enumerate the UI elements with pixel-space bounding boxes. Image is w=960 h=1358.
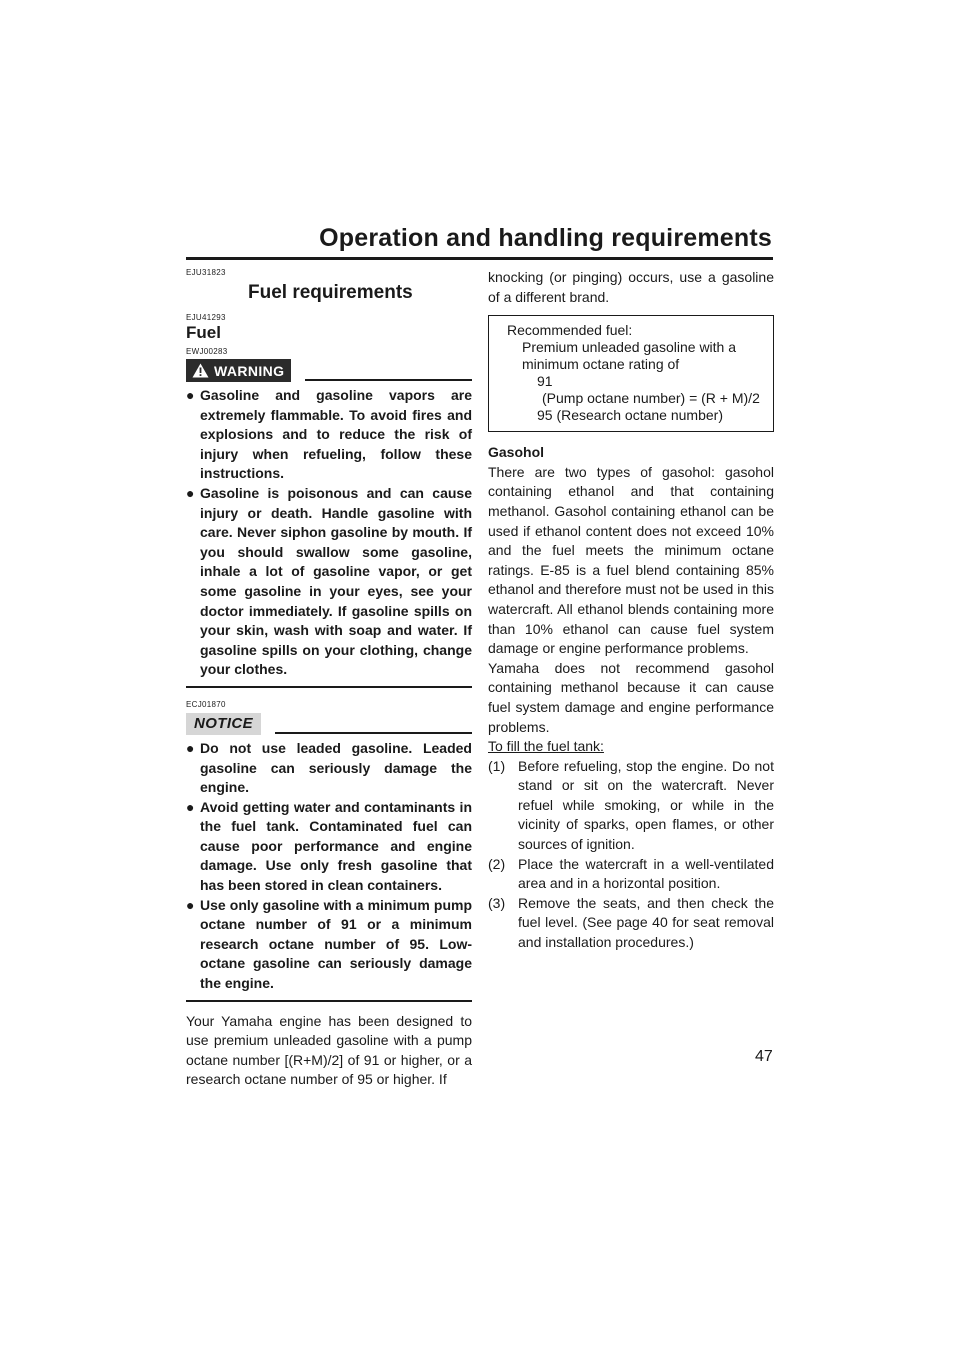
intro-paragraph: Your Yamaha engine has been designed to use premium unleaded gasoline with a pump octane number [(R+M)/2] of 91 or higher, or a research octane number of 95 or higher. If	[186, 1012, 472, 1088]
warning-box-end-line	[186, 686, 472, 688]
right-column	[488, 268, 774, 953]
bullet-icon: ●	[186, 798, 195, 815]
fill-steps-list	[488, 757, 774, 953]
fuel-box-line: Premium unleaded gasoline with a	[522, 339, 737, 356]
bullet-icon: ●	[186, 484, 195, 501]
page-header-title: Operation and handling requirements	[319, 224, 772, 252]
warning-label-line	[305, 379, 472, 381]
gasohol-methanol-paragraph: Yamaha does not recommend gasohol containing methanol because it can cause fuel system damage and engine performance problems.	[488, 659, 774, 735]
list-item: ● Do not use leaded gasoline. Leaded gasoline can seriously damage the engine.	[186, 739, 472, 796]
gasohol-heading: Gasohol	[488, 444, 545, 461]
fuel-code: EJU41293	[186, 313, 226, 322]
fuel-box-line: 95 (Research octane number)	[537, 407, 723, 424]
recommended-fuel-box	[488, 315, 774, 432]
section-title: Fuel requirements	[248, 282, 413, 303]
bullet-icon: ●	[186, 387, 195, 403]
page-number: 47	[755, 1048, 773, 1065]
warning-label-row	[186, 358, 472, 382]
fuel-box-heading: Recommended fuel:	[507, 322, 633, 339]
notice-code: ECJ01870	[186, 699, 226, 709]
warning-badge	[186, 359, 291, 382]
fuel-box-line: (Pump octane number) = (R + M)/2	[542, 390, 760, 407]
fuel-box-line: 91	[537, 373, 553, 390]
warning-list	[186, 386, 472, 680]
intro-continued: knocking (or pinging) occurs, use a gasoline of a different brand.	[488, 269, 774, 305]
warning-code: EWJ00283	[186, 347, 228, 356]
notice-box	[186, 700, 472, 1002]
bullet-icon: ●	[186, 739, 195, 756]
fuel-box-line: minimum octane rating of	[522, 356, 680, 373]
list-item: ● Use only gasoline with a minimum pump octane number of 91 or a minimum research octane number of 95. Low-octane gasoline can seriously damage the engine.	[186, 896, 472, 992]
notice-list	[186, 739, 472, 994]
warning-box	[186, 347, 472, 688]
header-divider	[186, 257, 773, 260]
section-code: EJU31823	[186, 268, 226, 277]
list-item: (1) Before refueling, stop the engine. Do not stand or sit on the watercraft. Never refuel while smoking, or while in the vicinity of sparks, open flames, or other sources of ignition.	[488, 757, 774, 853]
left-column	[186, 268, 472, 1090]
gasohol-paragraph: There are two types of gasohol: gasohol containing ethanol and that containing methanol. Gasohol containing ethanol can be used if ethanol content does not exceed 10% and the fuel meets the minimum octane ratings. E-85 is a fuel blend containing 85% ethanol and therefore must not be used in this watercraft. All ethanol blends containing more than 10% ethanol can cause fuel system damage or engine performance problems.	[488, 463, 774, 657]
notice-label-row	[186, 711, 472, 735]
fuel-title: Fuel	[186, 323, 221, 342]
warning-label: WARNING	[214, 362, 285, 379]
notice-label-line	[275, 732, 472, 734]
list-item: (2) Place the watercraft in a well-ventilated area and in a horizontal position.	[488, 855, 774, 892]
list-item: ● Gasoline is poisonous and can cause injury or death. Handle gasoline with care. Never siphon gasoline by mouth. If you should swallow some gasoline, inhale a lot of gasoline vapor, or get some gasoline in your eyes, see your doctor immediately. If gasoline spills on your skin, wash with soap and water. If gasoline spills on your clothing, change your clothes.	[186, 484, 472, 678]
list-item: ● Gasoline and gasoline vapors are extremely flammable. To avoid fires and explosions and to reduce the risk of injury when refueling, follow these instructions.	[186, 387, 472, 482]
notice-box-end-line	[186, 1000, 472, 1002]
bullet-icon: ●	[186, 896, 195, 913]
warning-triangle-icon	[192, 363, 209, 378]
fill-tank-heading: To fill the fuel tank:	[488, 738, 604, 755]
list-item: (3) Remove the seats, and then check the fuel level. (See page 40 for seat removal and installation procedures.)	[488, 894, 774, 951]
notice-badge: NOTICE	[186, 713, 261, 735]
list-item: ● Avoid getting water and contaminants in the fuel tank. Contaminated fuel can cause poor performance and engine damage. Use only fresh gasoline that has been stored in clean containers.	[186, 798, 472, 894]
